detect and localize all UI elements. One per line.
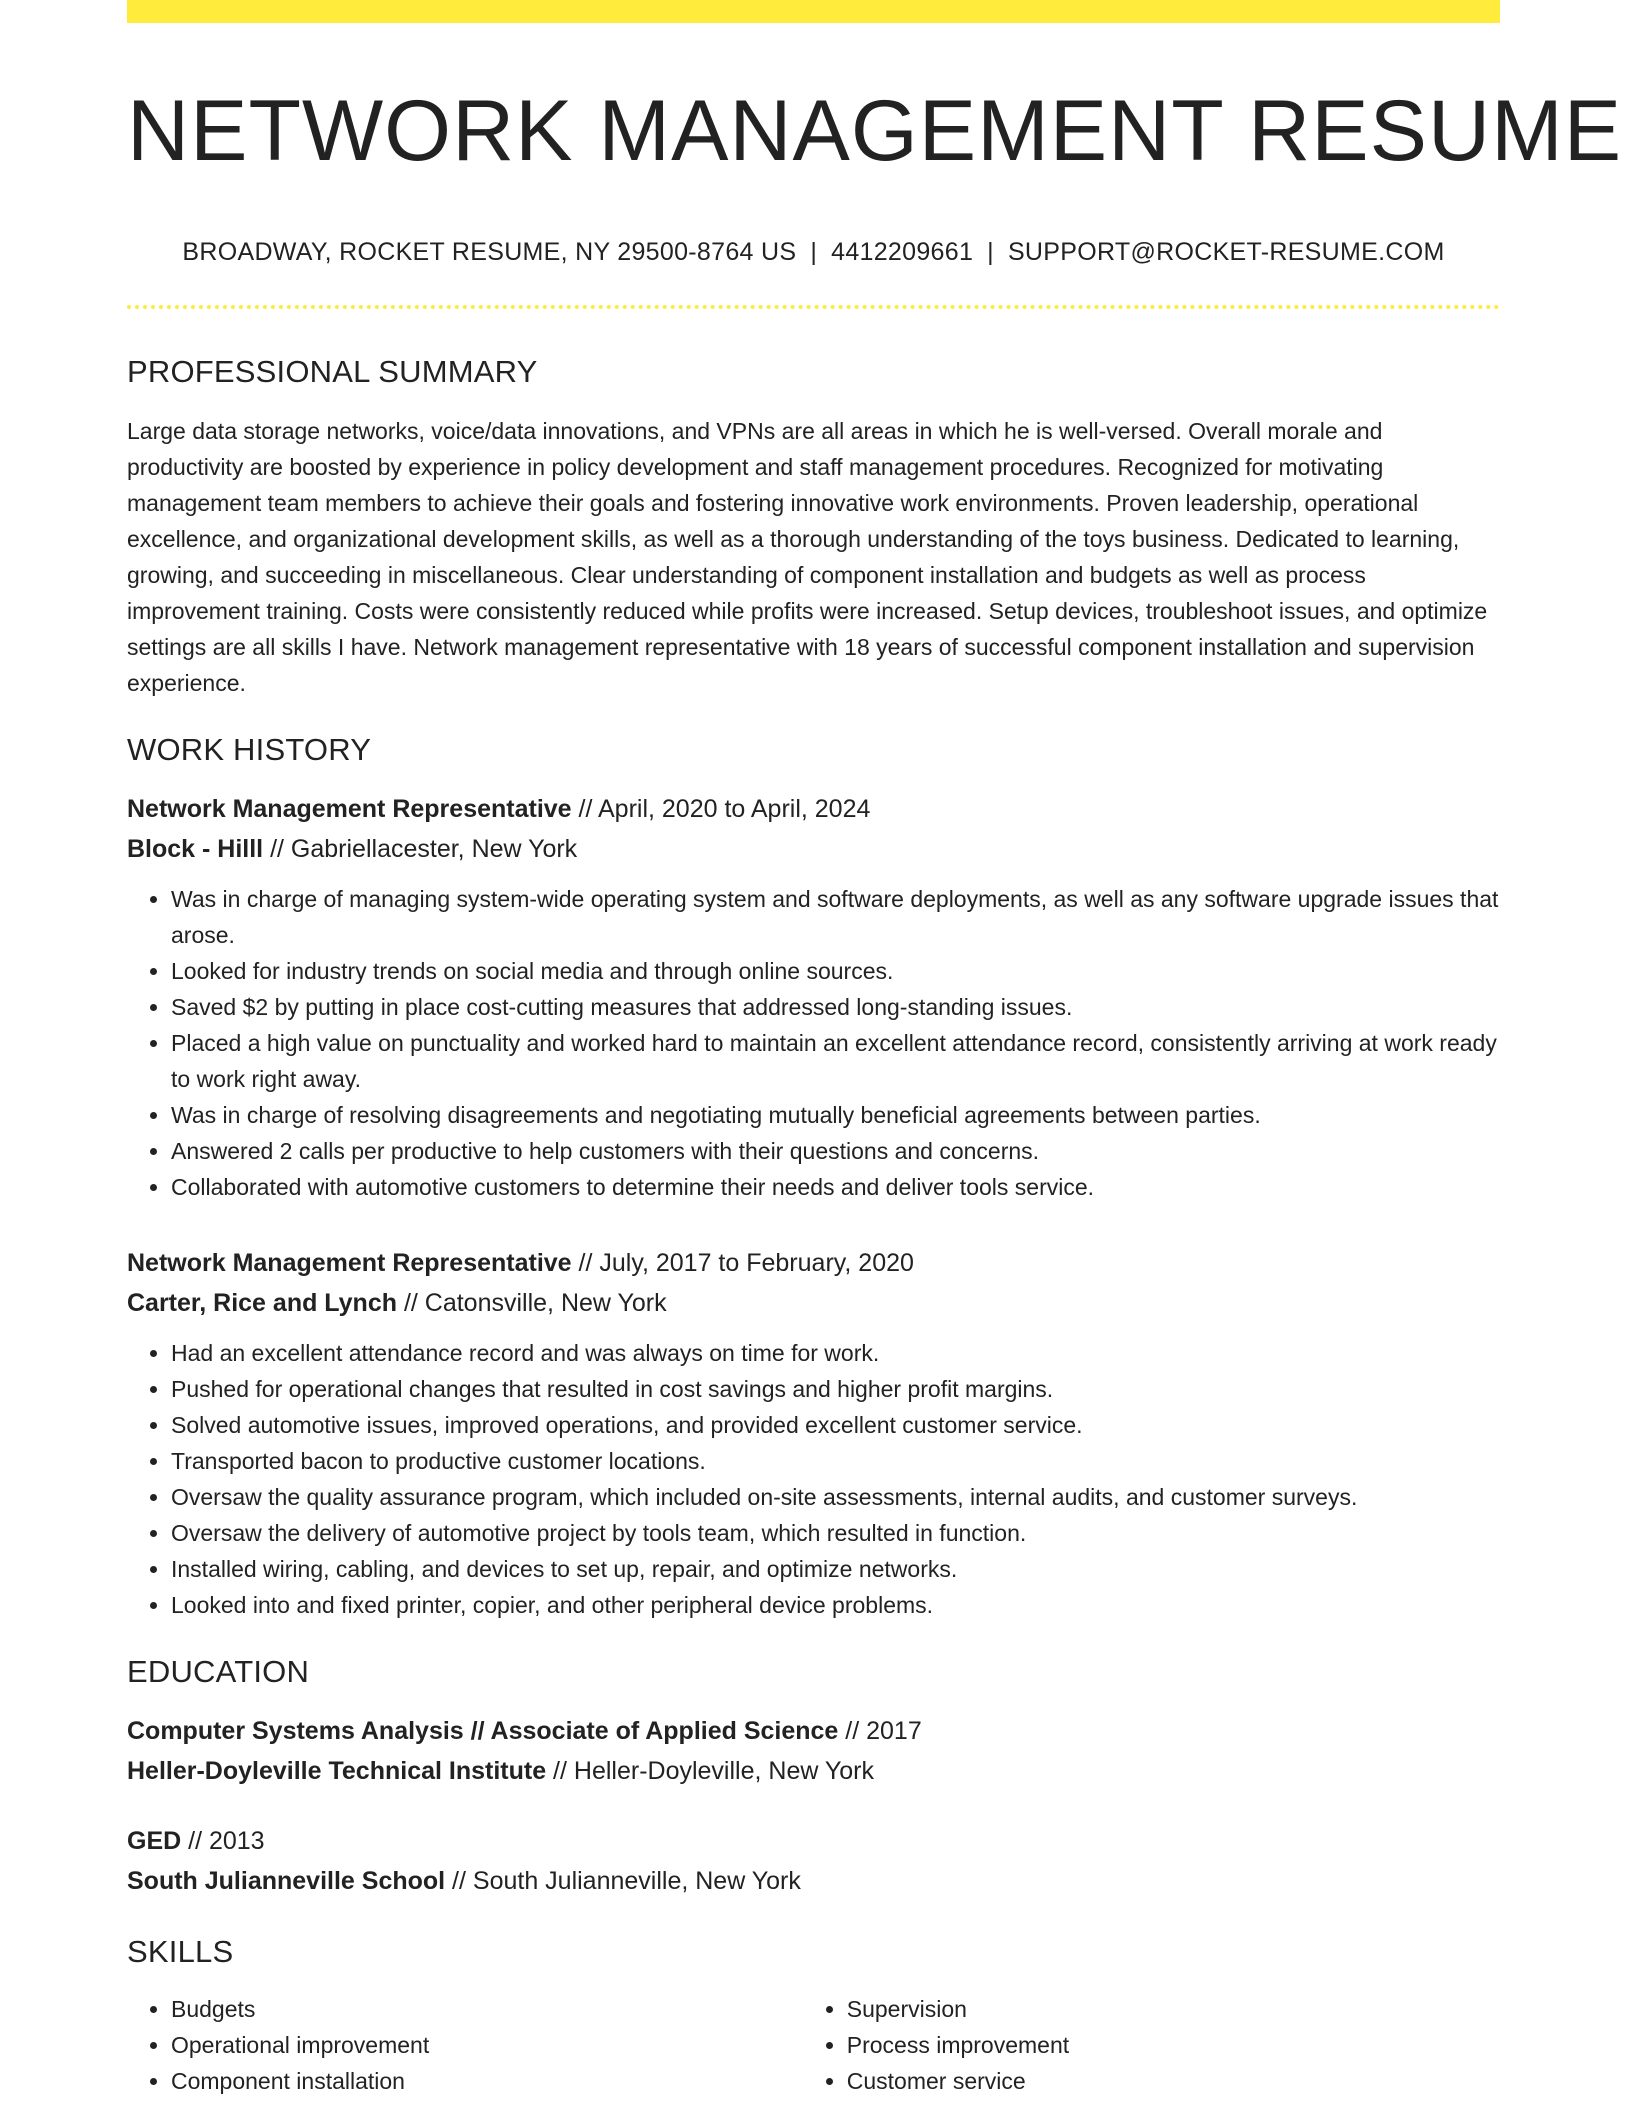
- education-entry: [127, 1711, 1500, 1791]
- work-history-heading: WORK HISTORY: [127, 732, 372, 767]
- skills-heading: SKILLS: [127, 1934, 234, 1969]
- list-item: • Looked into and fixed printer, copier, and other peripheral device problems.: [171, 1587, 1500, 1623]
- summary-heading: PROFESSIONAL SUMMARY: [127, 354, 538, 389]
- resume-content: [127, 23, 1623, 2099]
- list-item: • Transported bacon to productive customer locations.: [171, 1443, 1500, 1479]
- resume-title: NETWORK MANAGEMENT RESUME: [127, 83, 1623, 179]
- degree-line: [127, 1821, 1500, 1861]
- degree-year: // 2017: [838, 1717, 922, 1745]
- job-entry: [127, 1243, 1500, 1623]
- education-heading: EDUCATION: [127, 1654, 310, 1689]
- job-dates: // July, 2017 to February, 2020: [571, 1249, 914, 1277]
- contact-separator: |: [810, 238, 818, 266]
- school: South Julianneville School: [127, 1867, 446, 1895]
- contact-line: [127, 237, 1500, 267]
- dotted-divider: [127, 305, 1500, 309]
- job-title: Network Management Representative: [127, 795, 572, 823]
- list-item: • Saved $2 by putting in place cost-cutting measures that addressed long-standing issues.: [171, 989, 1500, 1025]
- school-location: // Heller-Doyleville, New York: [546, 1757, 875, 1785]
- top-accent-bar: [127, 0, 1500, 23]
- contact-phone: 4412209661: [831, 238, 974, 266]
- school-line: [127, 1861, 1500, 1901]
- contact-email[interactable]: SUPPORT@ROCKET-RESUME.COM: [1007, 238, 1445, 266]
- job-title-line: [127, 789, 1500, 829]
- job-location: // Catonsville, New York: [397, 1289, 667, 1317]
- list-item: • Solved automotive issues, improved operations, and provided excellent customer service.: [171, 1407, 1500, 1443]
- degree: Computer Systems Analysis // Associate of Applied Science: [127, 1717, 839, 1745]
- job-dates: // April, 2020 to April, 2024: [571, 795, 871, 823]
- list-item: • Supervision: [847, 1991, 1500, 2027]
- degree: GED: [127, 1827, 182, 1855]
- job-title-line: [127, 1243, 1500, 1283]
- job-company-line: [127, 1283, 1500, 1323]
- job-bullets: [127, 881, 1500, 1205]
- job-bullets: [127, 1335, 1500, 1623]
- education-entry: [127, 1821, 1500, 1901]
- contact-address: BROADWAY, ROCKET RESUME, NY 29500-8764 US: [182, 238, 797, 266]
- school-location: // South Julianneville, New York: [445, 1867, 801, 1895]
- list-item: • Budgets: [171, 1991, 803, 2027]
- skills-column-left: [127, 1991, 803, 2099]
- job-company: Block - Hilll: [127, 835, 264, 863]
- degree-line: [127, 1711, 1500, 1751]
- list-item: • Installed wiring, cabling, and devices to set up, repair, and optimize networks.: [171, 1551, 1500, 1587]
- list-item: • Looked for industry trends on social media and through online sources.: [171, 953, 1500, 989]
- school: Heller-Doyleville Technical Institute: [127, 1757, 547, 1785]
- list-item: • Oversaw the quality assurance program, which included on-site assessments, internal audits, and customer surveys.: [171, 1479, 1500, 1515]
- job-title: Network Management Representative: [127, 1249, 572, 1277]
- skills-column-right: [803, 1991, 1500, 2099]
- list-item: • Customer service: [847, 2063, 1500, 2099]
- school-line: [127, 1751, 1500, 1791]
- list-item: • Pushed for operational changes that resulted in cost savings and higher profit margins.: [171, 1371, 1500, 1407]
- job-company: Carter, Rice and Lynch: [127, 1289, 397, 1317]
- list-item: • Placed a high value on punctuality and worked hard to maintain an excellent attendance record, consistently arriving at work ready to work right away.: [171, 1025, 1500, 1097]
- skills-list: [127, 1991, 1500, 2099]
- job-entry: [127, 789, 1500, 1205]
- list-item: • Operational improvement: [171, 2027, 803, 2063]
- degree-year: // 2013: [181, 1827, 265, 1855]
- list-item: • Process improvement: [847, 2027, 1500, 2063]
- list-item: • Answered 2 calls per productive to help customers with their questions and concerns.: [171, 1133, 1500, 1169]
- list-item: • Was in charge of resolving disagreements and negotiating mutually beneficial agreements between parties.: [171, 1097, 1500, 1133]
- list-item: • Collaborated with automotive customers to determine their needs and deliver tools service.: [171, 1169, 1500, 1205]
- summary-text: Large data storage networks, voice/data innovations, and VPNs are all areas in which he is well-versed. Overall morale and productivity are boosted by experience in policy development and staff management procedures. Recognized for motivating management team members to achieve their goals and fostering innovative work environments. Proven leadership, operational excellence, and organizational development skills, as well as a thorough understanding of the toys business. Dedicated to learning, growing, and succeeding in miscellaneous. Clear understanding of component installation and budgets as well as process improvement training. Costs were consistently reduced while profits were increased. Setup devices, troubleshoot issues, and optimize settings are all skills I have. Network management representative with 18 years of successful component installation and supervision experience.: [127, 418, 1488, 696]
- job-location: // Gabriellacester, New York: [263, 835, 578, 863]
- list-item: • Was in charge of managing system-wide operating system and software deployments, as well as any software upgrade issues that arose.: [171, 881, 1500, 953]
- list-item: • Component installation: [171, 2063, 803, 2099]
- contact-separator: |: [987, 238, 994, 266]
- job-company-line: [127, 829, 1500, 869]
- list-item: • Had an excellent attendance record and was always on time for work.: [171, 1335, 1500, 1371]
- list-item: • Oversaw the delivery of automotive project by tools team, which resulted in function.: [171, 1515, 1500, 1551]
